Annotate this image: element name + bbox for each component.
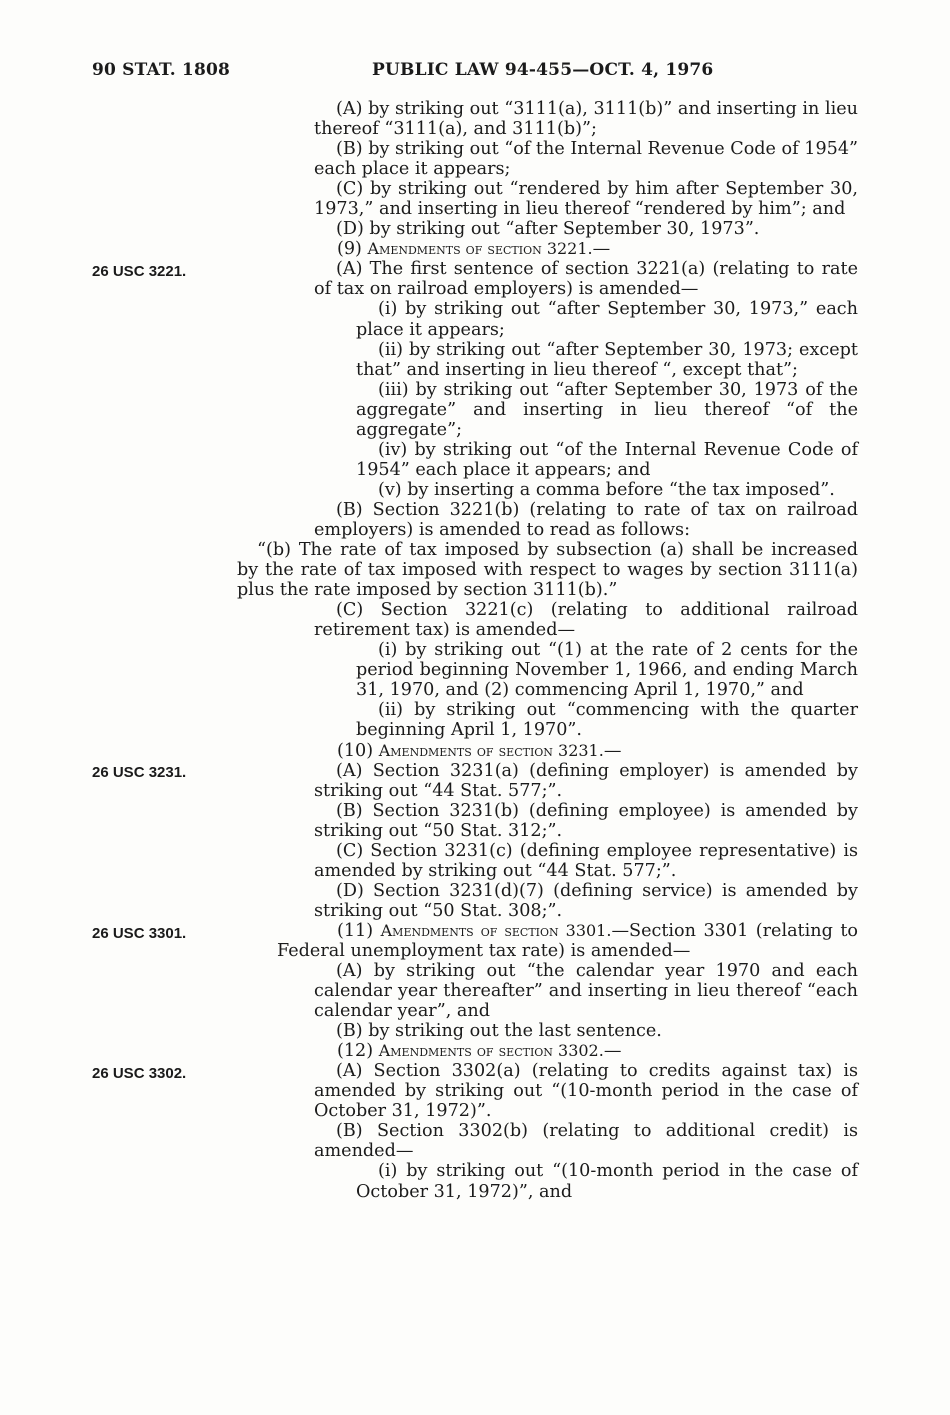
statute-paragraph: [237, 380, 858, 440]
section-heading-paragraph: [237, 921, 858, 961]
statute-paragraph: [237, 640, 858, 700]
law-title: PUBLIC LAW 94-455—OCT. 4, 1976: [372, 60, 714, 80]
statute-paragraph: [237, 881, 858, 921]
paragraph-text: (B) Section 3231(b) (defining employee) is amended by striking out “50 Stat. 312;”.: [314, 800, 858, 841]
paragraph-text: (i) by striking out “after September 30, 1973,” each place it appears;: [356, 299, 858, 340]
paragraph-text: (A) by striking out “3111(a), 3111(b)” and inserting in lieu thereof “3111(a), and 3111(b)”;: [314, 99, 858, 140]
statute-paragraph: [237, 299, 858, 339]
paragraph-text: (C) Section 3221(c) (relating to additional railroad retirement tax) is amended—: [314, 600, 858, 641]
paragraph-text: —: [603, 740, 622, 761]
paragraph-text: (v) by inserting a comma before “the tax imposed”.: [378, 479, 835, 500]
paragraph-text: (A) Section 3302(a) (relating to credits against tax) is amended by striking out “(10-month period in the case of October 31, 1972)”.: [314, 1061, 858, 1122]
statute-paragraph: [237, 700, 858, 740]
paragraph-text: (C) by striking out “rendered by him after September 30, 1973,” and inserting in lieu thereof “rendered by him”; and: [314, 179, 858, 220]
section-heading-paragraph: [237, 239, 858, 259]
paragraph-text: (D) by striking out “after September 30, 1973”.: [336, 219, 760, 240]
paragraph-text: (D) Section 3231(d)(7) (defining service) is amended by striking out “50 Stat. 308;”.: [314, 880, 858, 921]
section-heading: Amendments of section 3302.: [378, 1041, 604, 1061]
paragraph-text: (C) Section 3231(c) (defining employee representative) is amended by striking out “44 Stat. 577;”.: [314, 840, 858, 881]
paragraph-text: —: [603, 1041, 622, 1062]
paragraph-number: (10): [337, 740, 379, 761]
paragraph-text: (B) by striking out the last sentence.: [336, 1021, 662, 1042]
paragraph-number: (11): [337, 920, 381, 941]
paragraph-text: —Section 3301 (relating to Federal unemployment tax rate) is amended—: [277, 920, 859, 961]
paragraph-number: (12): [337, 1041, 379, 1062]
margin-note-3301: 26 USC 3301.: [92, 925, 187, 942]
paragraph-text: (i) by striking out “(1) at the rate of 2 cents for the period beginning November 1, 1966, and ending March 31, 1970, and (2) commencing April 1, 1970,” and: [356, 640, 858, 701]
paragraph-text: (ii) by striking out “after September 30, 1973; except that” and inserting in lieu thereof “, except that”;: [356, 339, 858, 380]
section-heading-paragraph: [237, 1041, 858, 1061]
statute-paragraph: [237, 99, 858, 139]
statute-paragraph: [237, 340, 858, 380]
paragraph-number: (9): [337, 239, 368, 260]
paragraph-text: (A) The first sentence of section 3221(a) (relating to rate of tax on railroad employers) is amended—: [314, 259, 858, 300]
statute-paragraph: [237, 480, 858, 500]
statute-paragraph: [237, 440, 858, 480]
statute-paragraph: [237, 801, 858, 841]
paragraph-text: “(b) The rate of tax imposed by subsection (a) shall be increased by the rate of tax imposed with respect to wages by section 3111(a) plus the rate imposed by section 3111(b).”: [237, 540, 858, 601]
statute-paragraph: [237, 1061, 858, 1121]
statute-paragraph: [237, 540, 858, 600]
statute-paragraph: [237, 1161, 858, 1201]
statute-paragraph: [237, 841, 858, 881]
margin-note-3221: 26 USC 3221.: [92, 263, 187, 280]
paragraph-text: (ii) by striking out “commencing with the quarter beginning April 1, 1970”.: [356, 700, 858, 741]
statute-paragraph: [237, 139, 858, 179]
statute-body: [237, 99, 858, 1202]
paragraph-text: (B) by striking out “of the Internal Revenue Code of 1954” each place it appears;: [314, 139, 859, 180]
paragraph-text: (iv) by striking out “of the Internal Revenue Code of 1954” each place it appears; and: [356, 439, 858, 480]
paragraph-text: (i) by striking out “(10-month period in the case of October 31, 1972)”, and: [356, 1161, 858, 1202]
paragraph-text: (iii) by striking out “after September 30, 1973 of the aggregate” and inserting in lieu thereof “of the aggregate”;: [356, 379, 858, 440]
paragraph-text: (A) Section 3231(a) (defining employer) is amended by striking out “44 Stat. 577;”.: [314, 760, 858, 801]
margin-note-3231: 26 USC 3231.: [92, 764, 187, 781]
paragraph-text: (A) by striking out “the calendar year 1970 and each calendar year thereafter” and inserting in lieu thereof “each calendar year”, and: [314, 961, 858, 1022]
paragraph-text: —: [592, 239, 611, 260]
section-heading-paragraph: [237, 741, 858, 761]
statute-paragraph: [237, 500, 858, 540]
stat-citation: 90 STAT. 1808: [92, 60, 231, 80]
statute-paragraph: [237, 1121, 858, 1161]
statute-paragraph: [237, 179, 858, 219]
paragraph-text: (B) Section 3302(b) (relating to additional credit) is amended—: [314, 1121, 858, 1162]
statute-paragraph: [237, 219, 858, 239]
section-heading: Amendments of section 3221.: [367, 239, 593, 259]
section-heading: Amendments of section 3231.: [378, 740, 604, 760]
margin-note-3302: 26 USC 3302.: [92, 1065, 187, 1082]
section-heading: Amendments of section 3301.: [380, 920, 612, 940]
statute-paragraph: [237, 961, 858, 1021]
paragraph-text: (B) Section 3221(b) (relating to rate of tax on railroad employers) is amended to read as follows:: [314, 499, 858, 540]
statute-paragraph: [237, 259, 858, 299]
statute-paragraph: [237, 761, 858, 801]
statute-paragraph: [237, 1021, 858, 1041]
statute-paragraph: [237, 600, 858, 640]
